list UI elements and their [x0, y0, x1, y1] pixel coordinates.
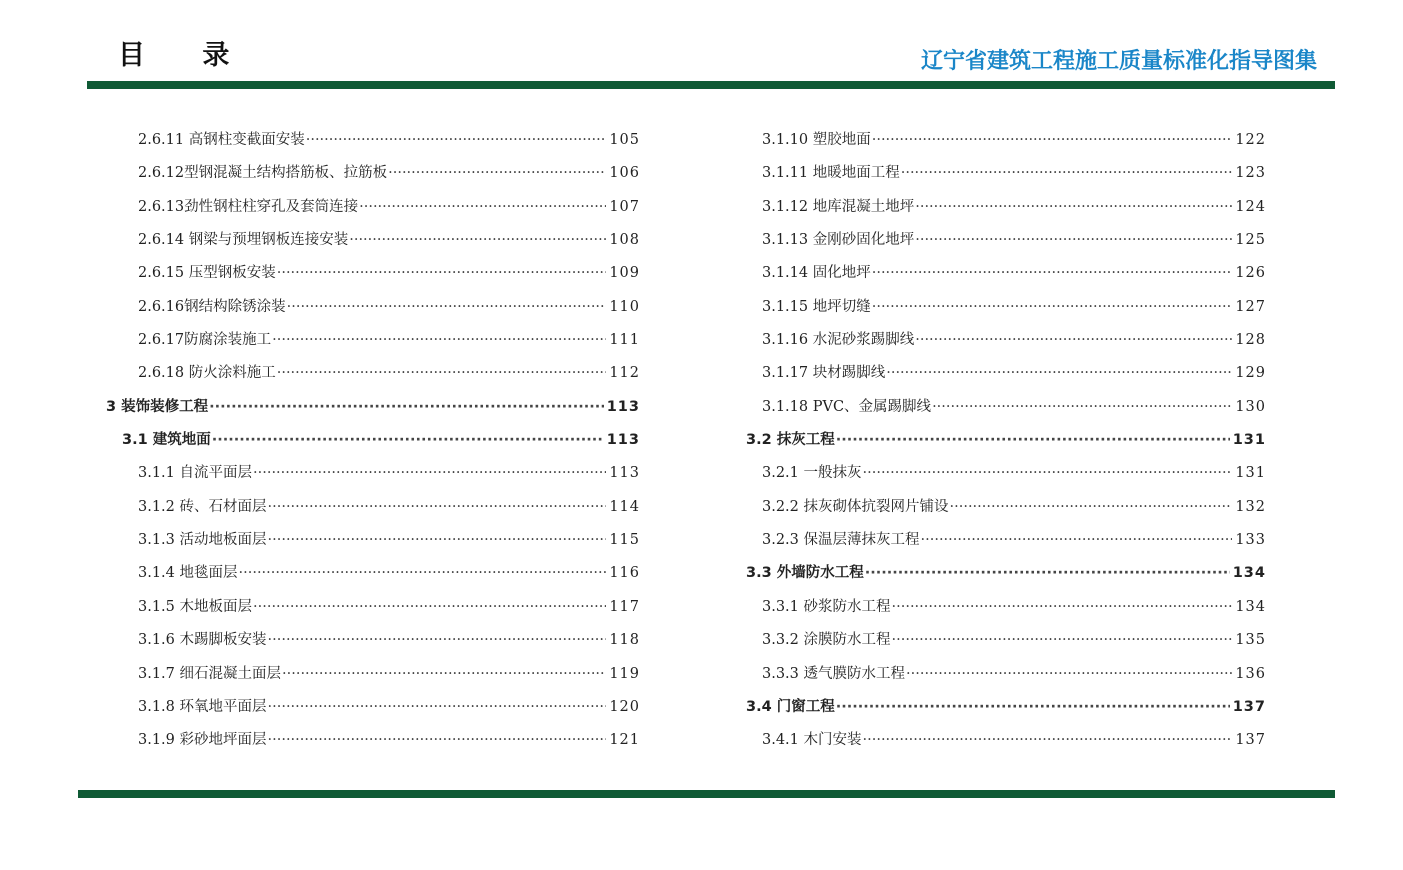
toc-entry[interactable] [100, 161, 640, 194]
toc-entry-page-number: 132 [1235, 498, 1266, 515]
toc-entry-label: 2.6.12型钢混凝土结构搭筋板、拉筋板 [138, 165, 388, 182]
toc-entry[interactable] [100, 495, 640, 528]
toc-leader-dots [268, 732, 607, 748]
toc-entry[interactable] [740, 161, 1266, 194]
toc-entry-page-number: 133 [1235, 532, 1266, 549]
toc-entry-label: 3 装饰装修工程 [106, 398, 209, 415]
toc-leader-dots [915, 332, 1232, 348]
toc-leader-dots [253, 465, 606, 481]
toc-leader-dots [950, 499, 1233, 515]
toc-entry-label: 3.3.1 砂浆防水工程 [762, 598, 891, 615]
toc-entry-label: 3.2.2 抹灰砌体抗裂网片铺设 [762, 498, 949, 515]
toc-entry-page-number: 124 [1235, 198, 1266, 215]
toc-entry[interactable] [100, 295, 640, 328]
toc-entry-label: 3.2 抹灰工程 [746, 432, 835, 449]
toc-entry-page-number: 126 [1235, 265, 1266, 282]
toc-entry[interactable] [740, 228, 1266, 261]
toc-entry[interactable] [740, 128, 1266, 161]
toc-entry-page-number: 113 [609, 465, 640, 482]
toc-entry-page-number: 136 [1235, 665, 1266, 682]
toc-entry[interactable] [100, 695, 640, 728]
toc-entry-label: 3.1.8 环氧地平面层 [138, 698, 267, 715]
toc-entry[interactable] [740, 395, 1266, 428]
toc-leader-dots [388, 165, 606, 181]
toc-entry-label: 3.4.1 木门安装 [762, 732, 862, 749]
toc-entry[interactable] [740, 695, 1266, 728]
toc-entry-label: 3.1.3 活动地板面层 [138, 532, 267, 549]
toc-entry-label: 3.1.5 木地板面层 [138, 598, 253, 615]
toc-entry-label: 3.3 外墙防水工程 [746, 565, 864, 582]
toc-entry-page-number: 105 [609, 132, 640, 148]
toc-entry-page-number: 125 [1235, 232, 1266, 249]
toc-entry-label: 3.1.12 地库混凝土地坪 [762, 198, 915, 215]
toc-entry[interactable] [100, 628, 640, 661]
toc-entry[interactable] [100, 195, 640, 228]
toc-leader-dots [277, 365, 607, 381]
toc-entry[interactable] [740, 295, 1266, 328]
toc-entry-page-number: 134 [1235, 598, 1266, 615]
toc-entry-label: 2.6.17防腐涂装施工 [138, 332, 272, 349]
toc-entry-page-number: 115 [609, 532, 640, 549]
toc-leader-dots [268, 699, 607, 715]
toc-entry-label: 3.1 建筑地面 [122, 432, 211, 449]
toc-left-column [100, 128, 640, 762]
toc-entry[interactable] [740, 628, 1266, 661]
toc-entry[interactable] [740, 361, 1266, 394]
toc-entry-page-number: 111 [609, 332, 640, 349]
toc-leader-dots [287, 299, 607, 315]
toc-entry[interactable] [740, 261, 1266, 294]
toc-entry-page-number: 120 [609, 698, 640, 715]
book-title: 辽宁省建筑工程施工质量标准化指导图集 [920, 49, 1317, 74]
toc-leader-dots [836, 432, 1230, 448]
toc-entry-label: 3.1.11 地暖地面工程 [762, 165, 900, 182]
toc-entry[interactable] [740, 428, 1266, 461]
toc-entry-page-number: 123 [1235, 165, 1266, 182]
toc-leader-dots [872, 132, 1233, 148]
toc-entry-label: 2.6.18 防火涂料施工 [138, 365, 276, 382]
toc-leader-dots [863, 732, 1233, 748]
toc-leader-dots [901, 165, 1233, 181]
toc-entry-page-number: 131 [1235, 465, 1266, 482]
toc-entry-page-number: 131 [1232, 432, 1266, 449]
toc-leader-dots [282, 666, 606, 682]
toc-entry[interactable] [740, 195, 1266, 228]
toc-leader-dots [872, 299, 1233, 315]
toc-entry-label: 3.1.10 塑胶地面 [762, 132, 871, 148]
toc-entry-page-number: 112 [609, 365, 640, 382]
toc-entry-label: 2.6.16钢结构除锈涂装 [138, 298, 286, 315]
toc-entry[interactable] [100, 561, 640, 594]
toc-entry[interactable] [100, 728, 640, 761]
toc-entry-page-number: 137 [1232, 698, 1266, 715]
toc-entry[interactable] [740, 561, 1266, 594]
toc-entry[interactable] [740, 595, 1266, 628]
toc-entry[interactable] [740, 328, 1266, 361]
toc-leader-dots [915, 232, 1232, 248]
toc-leader-dots [212, 432, 604, 448]
toc-entry-label: 3.3.3 透气膜防水工程 [762, 665, 906, 682]
toc-entry-label: 2.6.15 压型钢板安装 [138, 265, 276, 282]
toc-entry-page-number: 128 [1235, 332, 1266, 349]
toc-entry-page-number: 116 [609, 565, 640, 582]
toc-entry[interactable] [740, 461, 1266, 494]
toc-leader-dots [863, 465, 1233, 481]
toc-leader-dots [915, 199, 1232, 215]
toc-entry[interactable] [100, 428, 640, 461]
toc-entry[interactable] [100, 361, 640, 394]
toc-entry[interactable] [100, 461, 640, 494]
toc-entry-page-number: 114 [609, 498, 640, 515]
toc-entry[interactable] [740, 495, 1266, 528]
toc-leader-dots [932, 399, 1232, 415]
toc-leader-dots [268, 499, 607, 515]
toc-entry-label: 2.6.11 高钢柱变截面安装 [138, 132, 305, 148]
page-title: 目 录 [118, 40, 254, 71]
toc-leader-dots [272, 332, 606, 348]
toc-leader-dots [253, 599, 606, 615]
toc-leader-dots [268, 532, 607, 548]
toc-entry-page-number: 119 [609, 665, 640, 682]
toc-entry-page-number: 134 [1232, 565, 1266, 582]
toc-entry[interactable] [740, 728, 1266, 761]
toc-entry-label: 3.3.2 涂膜防水工程 [762, 632, 891, 649]
toc-entry-page-number: 109 [609, 265, 640, 282]
toc-entry-page-number: 135 [1235, 632, 1266, 649]
toc-entry-label: 3.1.15 地坪切缝 [762, 298, 871, 315]
toc-entry-label: 3.1.7 细石混凝土面层 [138, 665, 282, 682]
toc-entry-label: 3.2.1 一般抹灰 [762, 465, 862, 482]
toc-entry[interactable] [100, 662, 640, 695]
toc-entry-label: 3.1.18 PVC、金属踢脚线 [762, 398, 932, 415]
toc-leader-dots [836, 699, 1230, 715]
toc-entry-label: 3.1.14 固化地坪 [762, 265, 871, 282]
toc-leader-dots [906, 666, 1232, 682]
toc-entry-page-number: 129 [1235, 365, 1266, 382]
toc-entry[interactable] [100, 261, 640, 294]
toc-entry-page-number: 117 [609, 598, 640, 615]
toc-entry-label: 3.4 门窗工程 [746, 698, 835, 715]
toc-leader-dots [886, 365, 1232, 381]
toc-entry-label: 3.1.4 地毯面层 [138, 565, 238, 582]
toc-entry[interactable] [740, 528, 1266, 561]
toc-entry[interactable] [100, 395, 640, 428]
toc-entry-label: 3.1.17 块材踢脚线 [762, 365, 886, 382]
toc-leader-dots [239, 565, 607, 581]
toc-entry-page-number: 106 [609, 165, 640, 182]
toc-entry-label: 2.6.13劲性钢柱柱穿孔及套筒连接 [138, 198, 359, 215]
toc-entry-label: 3.1.16 水泥砂浆踢脚线 [762, 332, 915, 349]
toc-entry-label: 3.1.13 金刚砂固化地坪 [762, 232, 915, 249]
toc-entry-page-number: 127 [1235, 298, 1266, 315]
toc-entry-page-number: 130 [1235, 398, 1266, 415]
toc-leader-dots [872, 265, 1233, 281]
toc-entry-page-number: 122 [1235, 132, 1266, 148]
toc-entry-page-number: 113 [606, 398, 640, 415]
toc-entry-page-number: 118 [609, 632, 640, 649]
toc-right-column [740, 128, 1266, 762]
toc-entry-page-number: 121 [609, 732, 640, 749]
toc-entry-label: 2.6.14 钢梁与预埋钢板连接安装 [138, 232, 349, 249]
top-divider [87, 81, 1335, 89]
toc-leader-dots [921, 532, 1233, 548]
toc-entry-label: 3.2.3 保温层薄抹灰工程 [762, 532, 920, 549]
toc-entry[interactable] [100, 328, 640, 361]
toc-entry[interactable] [740, 662, 1266, 695]
toc-leader-dots [892, 599, 1233, 615]
toc-leader-dots [865, 565, 1230, 581]
toc-entry[interactable] [100, 528, 640, 561]
toc-leader-dots [359, 199, 606, 215]
toc-leader-dots [277, 265, 607, 281]
toc-entry-page-number: 107 [609, 198, 640, 215]
toc-entry-page-number: 110 [609, 298, 640, 315]
toc-entry-label: 3.1.9 彩砂地坪面层 [138, 732, 267, 749]
toc-entry[interactable] [100, 228, 640, 261]
toc-leader-dots [349, 232, 606, 248]
toc-entry-page-number: 137 [1235, 732, 1266, 749]
toc-leader-dots [306, 132, 607, 148]
toc-leader-dots [892, 632, 1233, 648]
bottom-divider [78, 790, 1335, 798]
toc-leader-dots [268, 632, 607, 648]
toc-entry-page-number: 108 [609, 232, 640, 249]
toc-entry-label: 3.1.1 自流平面层 [138, 465, 253, 482]
toc-entry-label: 3.1.2 砖、石材面层 [138, 498, 267, 515]
toc-entry[interactable] [100, 595, 640, 628]
toc-leader-dots [209, 399, 604, 415]
toc-entry-label: 3.1.6 木踢脚板安装 [138, 632, 267, 649]
toc-entry[interactable] [100, 128, 640, 161]
toc-entry-page-number: 113 [606, 432, 640, 449]
